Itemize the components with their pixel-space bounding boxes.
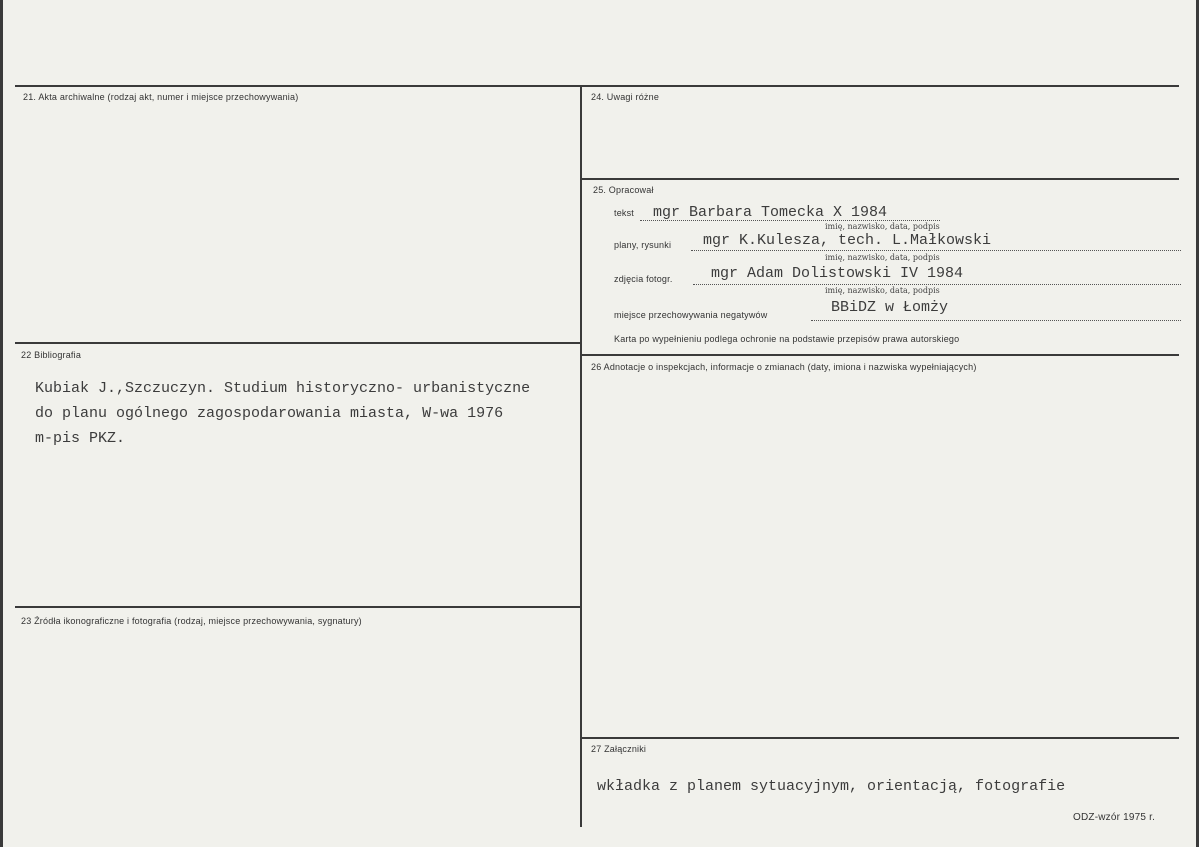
miejsce-value: BBiDZ w Łomży [831,299,949,316]
section-21-label: 21. Akta archiwalne (rodzaj akt, numer i miejsce przechowywania) [23,92,299,102]
bibliography-line: do planu ogólnego zagospodarowania miasta, W-wa 1976 [35,405,504,422]
form-identifier: ODZ-wzór 1975 r. [1073,812,1156,823]
bibliography-line: Kubiak J.,Szczuczyn. Studium historyczno- urbanistyczne [35,380,531,397]
section-25-label: 25. Opracował [593,185,654,195]
plany-label: plany, rysunki [614,240,672,250]
zdjecia-value: mgr Adam Dolistowski IV 1984 [711,265,964,282]
bibliography-line: m-pis PKZ. [35,430,126,447]
center-divider [580,85,582,827]
tekst-value: mgr Barbara Tomecka X 1984 [653,204,888,221]
plany-field-line [691,250,1181,251]
bibliography-text [35,376,530,451]
rule-24-25 [582,178,1179,180]
rule-26-27 [582,737,1179,739]
copyright-note: Karta po wypełnieniu podlega ochronie na podstawie przepisów prawa autorskiego [614,334,960,344]
section-26-label: 26 Adnotacje o inspekcjach, informacje o zmianach (daty, imiona i nazwiska wypełniających) [591,362,977,372]
top-rule [15,85,1179,87]
miejsce-label: miejsce przechowywania negatywów [614,310,768,320]
section-27-label: 27 Załączniki [591,744,647,754]
plany-caption: imię, nazwisko, data, podpis [825,253,940,262]
tekst-caption: imię, nazwisko, data, podpis [825,222,940,231]
section-22-label: 22 Bibliografia [21,350,82,360]
zdjecia-caption: imię, nazwisko, data, podpis [825,286,940,295]
tekst-label: tekst [614,208,635,218]
miejsce-field-line [811,320,1181,321]
rule-25-26 [582,354,1179,356]
attachments-value: wkładka z planem sytuacyjnym, orientacją, fotografie [597,778,1066,795]
zdjecia-field-line [693,284,1181,285]
section-24-label: 24. Uwagi różne [591,92,660,102]
zdjecia-label: zdjęcia fotogr. [614,274,673,284]
rule-22-23 [15,606,580,608]
rule-21-22 [15,342,580,344]
section-23-label: 23 Źródła ikonograficzne i fotografia (rodzaj, miejsce przechowywania, sygnatury) [21,616,362,626]
plany-value: mgr K.Kulesza, tech. L.Małkowski [703,232,992,249]
